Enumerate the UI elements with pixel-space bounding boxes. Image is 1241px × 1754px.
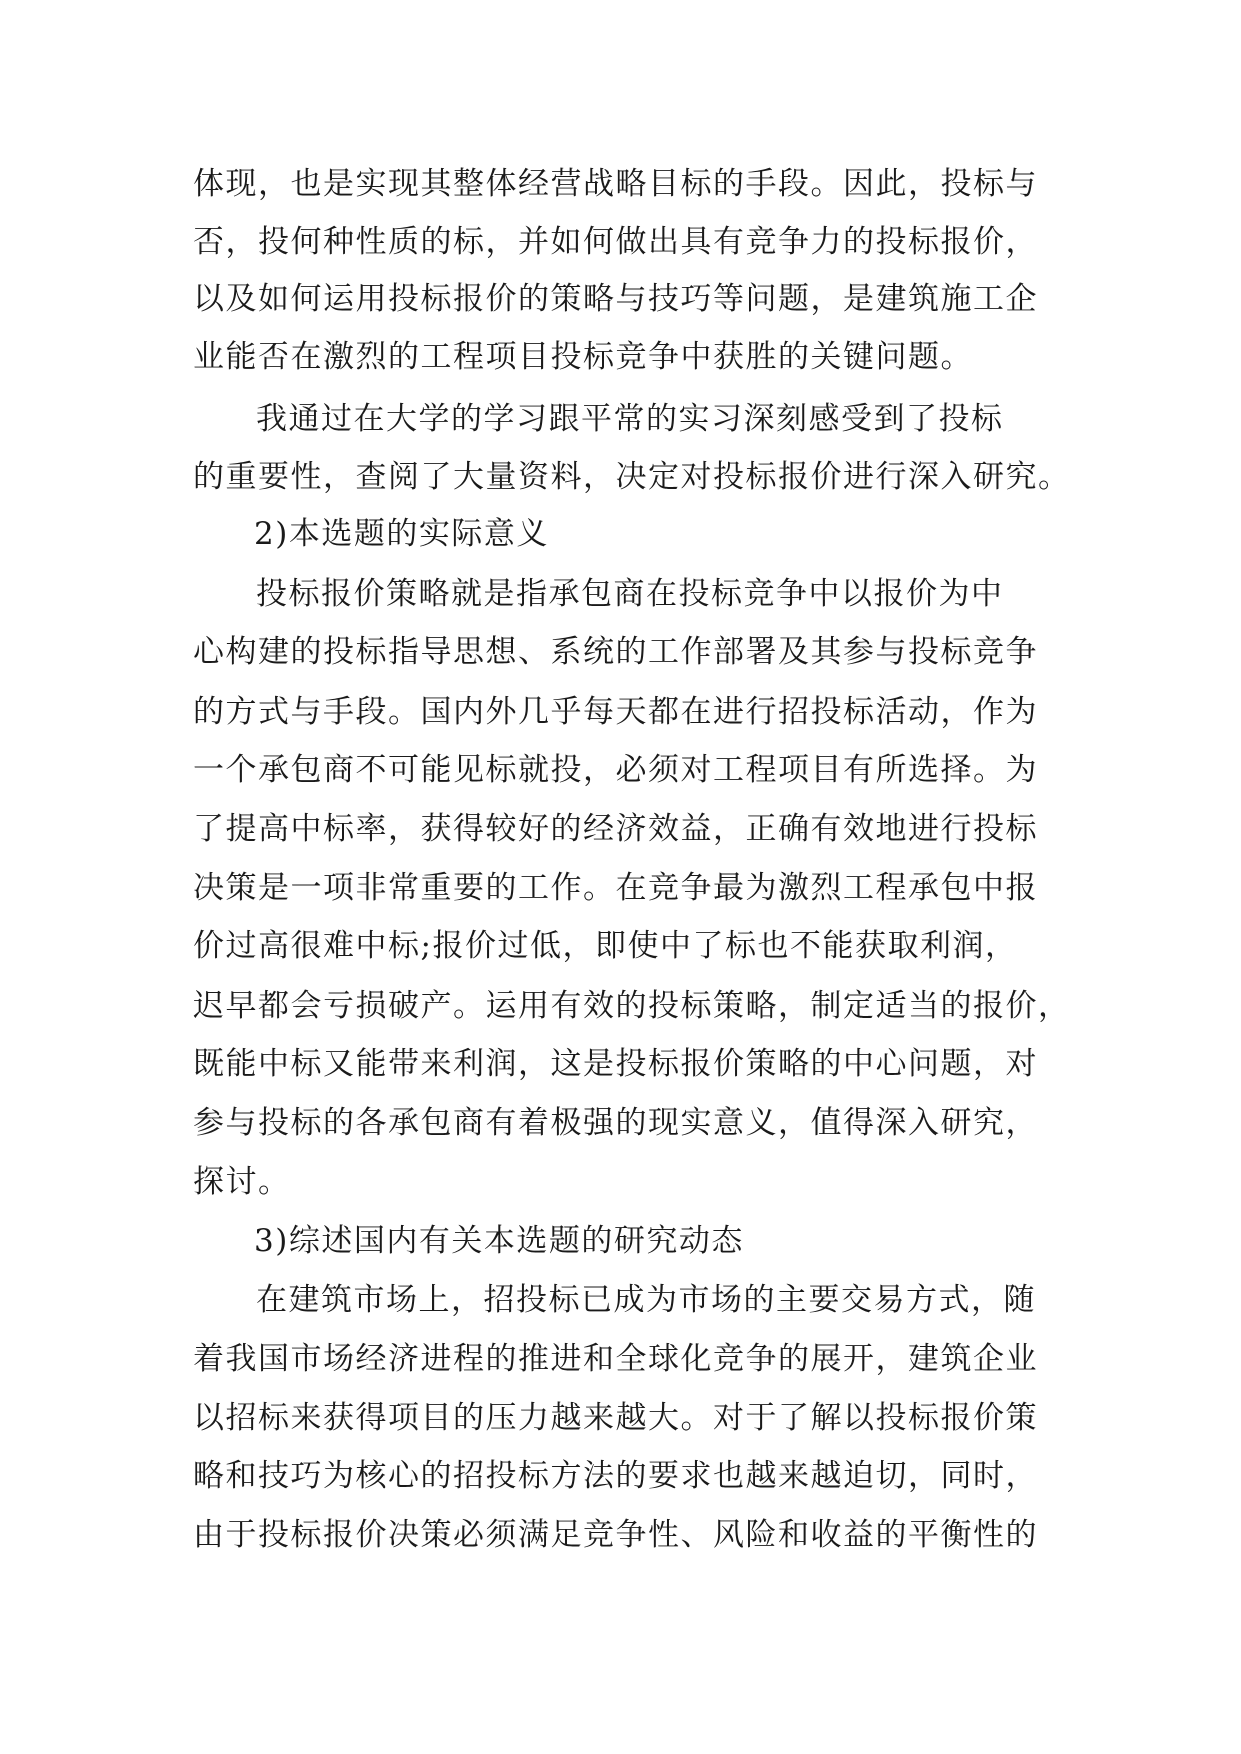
- body-text-line: 体现，也是实现其整体经营战略目标的手段。因此，投标与: [193, 166, 1038, 202]
- body-text-line: 着我国市场经济进程的推进和全球化竞争的展开，建筑企业: [193, 1341, 1038, 1377]
- section-heading: 2)本选题的实际意义: [254, 516, 549, 552]
- body-text-line: 迟早都会亏损破产。运用有效的投标策略，制定适当的报价，: [193, 988, 1071, 1024]
- paragraph-first-line: 投标报价策略就是指承包商在投标竞争中以报价为中: [256, 576, 1004, 612]
- body-text-line: 了提高中标率，获得较好的经济效益，正确有效地进行投标: [193, 811, 1038, 847]
- body-text-line: 以及如何运用投标报价的策略与技巧等问题，是建筑施工企: [193, 281, 1038, 317]
- body-text-line: 否，投何种性质的标，并如何做出具有竞争力的投标报价，: [193, 224, 1038, 260]
- body-text-line: 既能中标又能带来利润，这是投标报价策略的中心问题，对: [193, 1046, 1038, 1082]
- body-text-line: 的方式与手段。国内外几乎每天都在进行招投标活动，作为: [193, 694, 1038, 730]
- body-text-line: 业能否在激烈的工程项目投标竞争中获胜的关键问题。: [193, 339, 973, 375]
- body-text-line: 价过高很难中标;报价过低，即使中了标也不能获取利润，: [193, 928, 1018, 964]
- body-text-line: 略和技巧为核心的招投标方法的要求也越来越迫切，同时，: [193, 1458, 1038, 1494]
- paragraph-first-line: 我通过在大学的学习跟平常的实习深刻感受到了投标: [256, 401, 1004, 437]
- body-text-line: 由于投标报价决策必须满足竞争性、风险和收益的平衡性的: [193, 1517, 1038, 1553]
- body-text-line: 以招标来获得项目的压力越来越大。对于了解以投标报价策: [193, 1400, 1038, 1436]
- body-text-line: 参与投标的各承包商有着极强的现实意义，值得深入研究，: [193, 1105, 1038, 1141]
- body-text-line: 心构建的投标指导思想、系统的工作部署及其参与投标竞争: [193, 634, 1038, 670]
- body-text-line: 决策是一项非常重要的工作。在竞争最为激烈工程承包中报: [193, 870, 1038, 906]
- body-text-line: 一个承包商不可能见标就投，必须对工程项目有所选择。为: [193, 752, 1038, 788]
- paragraph-first-line: 在建筑市场上，招投标已成为市场的主要交易方式，随: [256, 1282, 1036, 1318]
- body-text-line: 的重要性，查阅了大量资料，决定对投标报价进行深入研究。: [193, 459, 1071, 495]
- section-heading: 3)综述国内有关本选题的研究动态: [254, 1223, 744, 1259]
- body-text-line: 探讨。: [193, 1164, 291, 1200]
